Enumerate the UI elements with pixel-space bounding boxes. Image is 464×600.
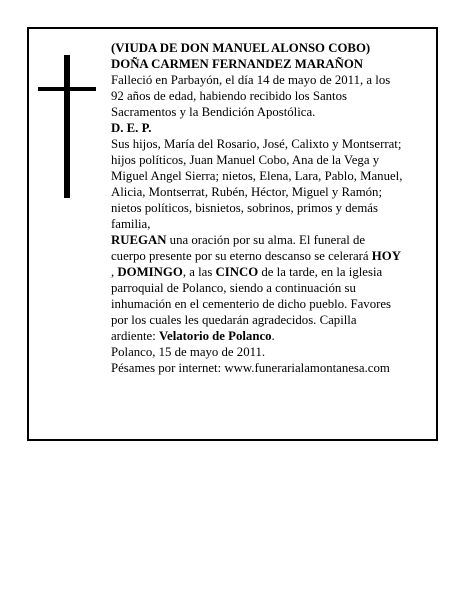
widow-line: (VIUDA DE DON MANUEL ALONSO COBO)	[111, 41, 371, 55]
date-place: Polanco, 15 de mayo de 2011.	[111, 345, 266, 359]
death-info: Falleció en Parbayón, el día 14 de mayo de 2011, a los 92 años de edad, habiendo recibido los Santos Sacramentos y la Bendición Apostólica.	[111, 73, 391, 119]
obituary-text	[111, 40, 403, 376]
family-list: Sus hijos, María del Rosario, José, Calixto y Montserrat; hijos políticos, Juan Manuel Cobo, Ana de la Vega y Miguel Angel Sierra; nietos, Elena, Lara, Pablo, Manuel, Alicia, Montserrat, Rubén, Héctor, Miguel y Ramón; nietos políticos, bisnietos, sobrinos, primos y demás familia,	[111, 137, 403, 231]
velatorio-end: .	[271, 329, 275, 343]
funeral-paragraph	[111, 232, 403, 344]
cross-vertical-bar	[64, 55, 70, 198]
funeral-text-2: ,	[111, 265, 118, 279]
cross-horizontal-bar	[38, 87, 96, 91]
velatorio-text: Velatorio de Polanco	[158, 329, 272, 343]
domingo-text: DOMINGO	[117, 265, 183, 279]
dep-line: D. E. P.	[111, 121, 152, 135]
pesames-line: Pésames por internet: www.funerarialamontanesa.com	[111, 361, 390, 375]
funeral-text-1: una oración por su alma. El funeral de cuerpo presente por su eterno descanso se celerará	[111, 233, 372, 263]
deceased-name: DOÑA CARMEN FERNANDEZ MARAÑON	[111, 57, 364, 71]
funeral-text-3: , a las	[182, 265, 216, 279]
funeral-text-4: de la tarde, en la iglesia parroquial de Polanco, siendo a continuación su inhumación en el cementerio de dicho pueblo. Favores por los cuales les quedarán agradecidos. Capilla ardiente:	[111, 265, 392, 343]
ruegan-text: RUEGAN	[111, 233, 167, 247]
cinco-text: CINCO	[215, 265, 259, 279]
hoy-text: HOY	[371, 249, 401, 263]
